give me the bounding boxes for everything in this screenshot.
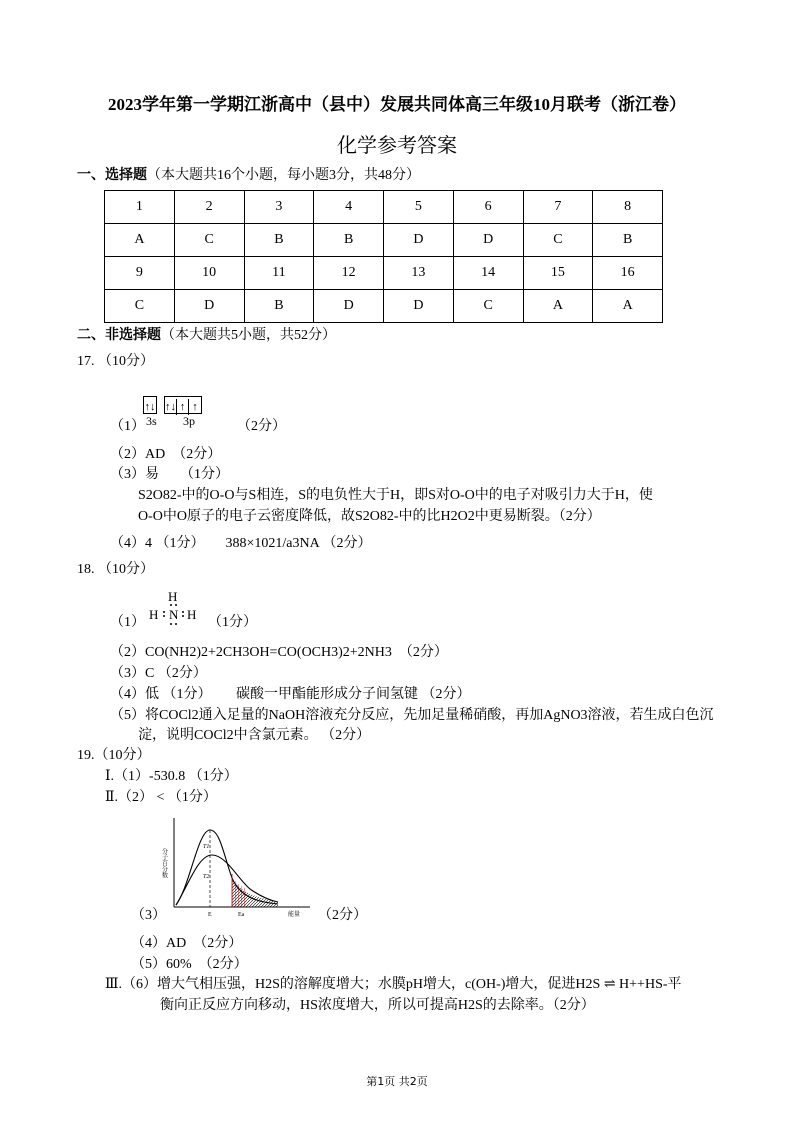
answer-cell: D: [384, 224, 454, 257]
q17-p2: （2）AD （2分）: [110, 447, 222, 462]
orbital-3p-label: 3p: [183, 414, 195, 428]
orbital-3s-label: 3s: [146, 414, 157, 428]
q17-p3: （3）易 （1分）: [110, 467, 229, 482]
q19-i1: Ⅰ.（1）-530.8 （1分）: [105, 769, 238, 784]
answer-cell: C: [174, 224, 244, 257]
q19-p4: （4）AD （2分）: [131, 936, 243, 951]
question-number-cell: 1: [105, 191, 175, 224]
electron-dot-structure: [143, 588, 203, 628]
q19-iii-line1: Ⅲ.（6）增大气相压强，H2S的溶解度增大；水膜pH增大，c(OH-)增大，促进H2S ⇌ H++HS-平: [105, 977, 682, 992]
answer-cell: A: [523, 290, 593, 323]
question-number-cell: 7: [523, 191, 593, 224]
dot-h-top: H: [168, 589, 178, 604]
question-number-cell: 6: [453, 191, 523, 224]
orbital-3p-box: ↑↓ ↑ ↑: [164, 396, 202, 414]
curve-t1: [176, 830, 278, 905]
answer-cell: B: [244, 224, 314, 257]
question-number-cell: 9: [105, 257, 175, 290]
q19-p5: （5）60% （2分）: [131, 957, 248, 972]
dot: [170, 623, 172, 625]
dot: [170, 604, 172, 606]
question-number-cell: 10: [174, 257, 244, 290]
table-row: [105, 191, 663, 224]
table-row: [105, 224, 663, 257]
answer-cell: B: [244, 290, 314, 323]
q17-p3-line2: O-O中O原子的电子云密度降低，故S2O82-中的比H2O2中更易断裂。（2分）: [138, 509, 601, 524]
dot: [163, 615, 165, 617]
answer-cell: D: [453, 224, 523, 257]
curve-t2: [176, 855, 278, 905]
dot-h-left: H: [149, 607, 159, 622]
answer-cell: A: [105, 224, 175, 257]
q18-p1-score: （1分）: [208, 615, 257, 630]
question-number-cell: 15: [523, 257, 593, 290]
question-number-cell: 4: [314, 191, 384, 224]
q17-p4: （4）4 （1分） 388×1021/a3NA （2分）: [110, 536, 372, 551]
energy-distribution-graph: [160, 816, 320, 922]
q18-p3: （3）C （2分）: [110, 666, 207, 681]
question-number-cell: 16: [593, 257, 663, 290]
q18-label: 18. （10分）: [77, 562, 154, 577]
answer-cell: C: [453, 290, 523, 323]
table-row: [105, 290, 663, 323]
dot: [175, 623, 177, 625]
q18-p5-line2: 淀，说明COCl2中含氯元素。 （2分）: [138, 728, 371, 743]
answer-cell: D: [314, 290, 384, 323]
answer-cell: B: [314, 224, 384, 257]
answer-cell: A: [593, 290, 663, 323]
graph-e: E: [208, 912, 212, 918]
dot: [182, 615, 184, 617]
dot-h-right: H: [187, 607, 197, 622]
q19-p3-score: （2分）: [318, 908, 367, 923]
section2-heading-line: [77, 327, 336, 345]
answer-cell: C: [105, 290, 175, 323]
q18-p5-line1: （5）将COCl2通入足量的NaOH溶液充分反应，先加足量稀硝酸，再加AgNO3溶液，若生成白色沉: [110, 708, 714, 723]
answer-cell: B: [593, 224, 663, 257]
dot: [175, 604, 177, 606]
graph-xlabel: 能量: [288, 911, 301, 918]
section1-heading-line: [77, 167, 420, 185]
section1-note: （本大题共16个小题，每小题3分，共48分）: [147, 168, 420, 183]
section1-heading: 一、选择题: [77, 168, 147, 183]
q17-p3-line1: S2O82-中的O-O与S相连，S的电负性大于H，即S对O-O中的电子对吸引力大于H，使: [138, 488, 653, 503]
section2-note: （本大题共5小题，共52分）: [161, 328, 336, 343]
q19-iii-line2: 衡向正反应方向移动，HS浓度增大，所以可提高H2S的去除率。（2分）: [160, 998, 595, 1013]
question-number-cell: 13: [384, 257, 454, 290]
table-row: [105, 257, 663, 290]
q17-p1-score: （2分）: [237, 419, 286, 434]
orbital-diagram: [143, 396, 202, 414]
q17-label: 17. （10分）: [77, 354, 154, 369]
graph-t1: T1: [203, 844, 210, 850]
q18-p2: （2）CO(NH2)2+2CH3OH=CO(OCH3)2+2NH3 （2分）: [110, 645, 448, 660]
section2-heading: 二、非选择题: [77, 328, 161, 343]
question-number-cell: 5: [384, 191, 454, 224]
dot: [182, 611, 184, 613]
q19-label: 19.（10分）: [77, 748, 151, 763]
answer-cell: D: [174, 290, 244, 323]
question-number-cell: 8: [593, 191, 663, 224]
dot-n: N: [169, 607, 179, 622]
page-subtitle: 化学参考答案: [337, 133, 457, 157]
answer-cell: D: [384, 290, 454, 323]
q18-p4: （4）低 （1分） 碳酸一甲酯能形成分子间氢键 （2分）: [110, 687, 471, 702]
q19-ii2: Ⅱ.（2） < （1分）: [105, 790, 217, 805]
question-number-cell: 3: [244, 191, 314, 224]
question-number-cell: 2: [174, 191, 244, 224]
question-number-cell: 11: [244, 257, 314, 290]
answer-cell: C: [523, 224, 593, 257]
page-footer: 第1页 共2页: [366, 1075, 428, 1088]
question-number-cell: 12: [314, 257, 384, 290]
dot: [163, 611, 165, 613]
graph-t2: T2: [203, 874, 210, 880]
q18-p1-label: （1）: [110, 615, 145, 630]
orbital-3s-box: ↑↓: [143, 396, 157, 414]
question-number-cell: 14: [453, 257, 523, 290]
graph-ea: Ea: [238, 912, 245, 918]
graph-ylabel: 分子百分数: [160, 848, 168, 878]
q17-p1-label: （1）: [110, 419, 145, 434]
page-title: 2023学年第一学期江浙高中（县中）发展共同体高三年级10月联考（浙江卷）: [108, 95, 686, 114]
q19-p3-label: （3）: [131, 908, 166, 923]
answer-table: [104, 190, 663, 323]
